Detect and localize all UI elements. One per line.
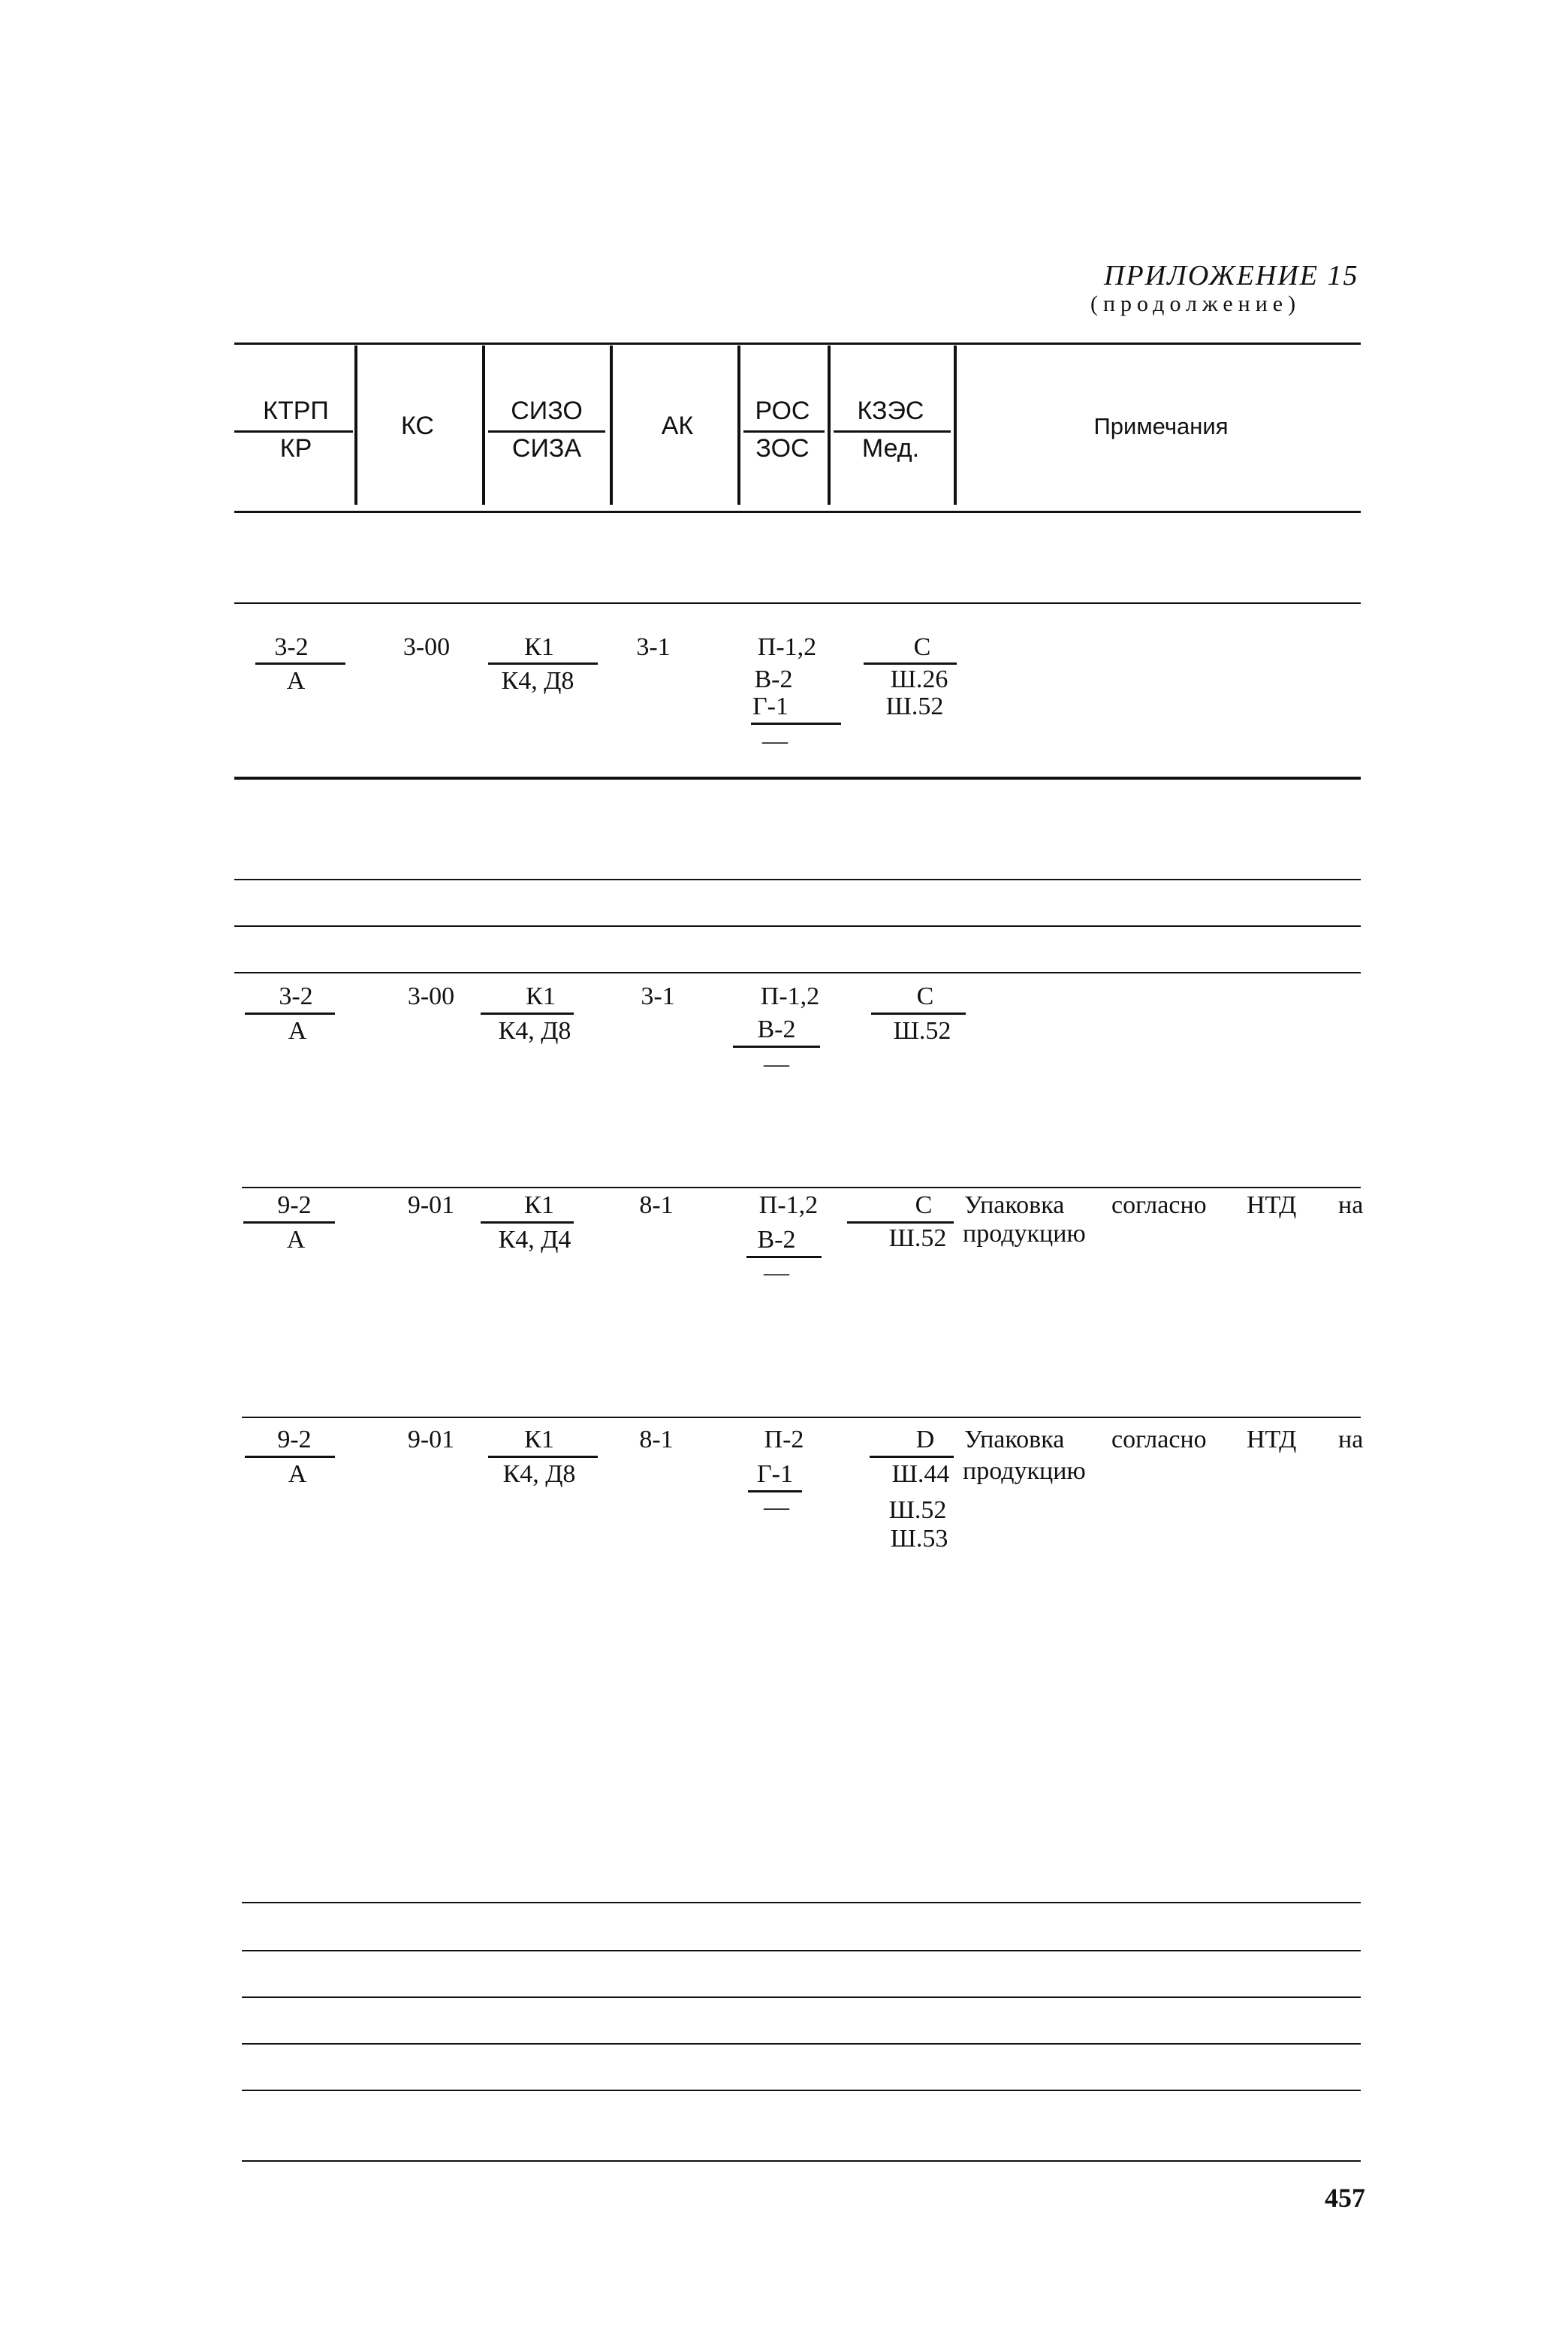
cell-ak: 8-1 — [639, 1426, 674, 1453]
cell-zos: — — [764, 1050, 789, 1078]
fraction-bar — [751, 723, 841, 725]
appendix-subtitle: (продолжение) — [1090, 291, 1301, 316]
cell-kzes: С — [913, 633, 931, 661]
cell-kzes: D — [915, 1426, 935, 1453]
fraction-bar — [847, 1221, 954, 1224]
cell-siza: К4, Д4 — [498, 1226, 571, 1254]
cell-kzes: С — [916, 982, 934, 1010]
cell-siza: К4, Д8 — [498, 1017, 571, 1045]
row-rule — [242, 1417, 1361, 1418]
cell-ktrp: 9-2 — [277, 1191, 312, 1219]
cell-med: Ш.44 — [891, 1460, 950, 1488]
cell-ros: В-2 — [757, 1226, 796, 1254]
row-rule — [242, 1187, 1361, 1188]
blank-rule — [242, 2090, 1361, 2091]
cell-zos: — — [762, 727, 788, 755]
cell-note-word: на — [1338, 1426, 1364, 1453]
fraction-bar — [245, 1013, 335, 1015]
cell-ros: В-2 — [754, 665, 793, 693]
col-header-sizo-top: СИЗО — [511, 397, 583, 425]
cell-ak: 3-1 — [641, 982, 675, 1010]
col-divider-6 — [954, 346, 957, 505]
cell-sizo: К1 — [524, 1426, 554, 1453]
cell-ros: Г-1 — [752, 693, 789, 720]
fraction-bar — [864, 662, 957, 665]
cell-note-word: на — [1338, 1191, 1364, 1219]
row-rule — [234, 777, 1361, 780]
fraction-bar — [488, 1456, 598, 1458]
page-number: 457 — [1325, 2183, 1365, 2213]
blank-rule — [242, 1902, 1361, 1903]
cell-med: Ш.52 — [885, 693, 944, 720]
fraction-bar — [243, 1221, 335, 1224]
cell-ros: П-2 — [764, 1426, 804, 1453]
cell-ks: 3-00 — [407, 982, 455, 1010]
fraction-bar — [481, 1221, 574, 1224]
appendix-title: ПРИЛОЖЕНИЕ 15 — [1104, 260, 1359, 291]
cell-ros: П-1,2 — [760, 982, 820, 1010]
cell-med: Ш.26 — [890, 665, 948, 693]
row-rule — [234, 925, 1361, 927]
table-header-bottom-rule — [234, 511, 1361, 513]
cell-med: Ш.52 — [888, 1496, 947, 1524]
row-rule — [234, 879, 1361, 880]
fraction-bar — [488, 662, 598, 665]
cell-siza: К4, Д8 — [502, 1460, 576, 1488]
cell-ros: Г-1 — [757, 1460, 793, 1488]
cell-ks: 9-01 — [407, 1191, 455, 1219]
fraction-bar — [234, 430, 353, 433]
cell-ros: П-1,2 — [758, 1191, 819, 1219]
fraction-bar — [870, 1456, 954, 1458]
fraction-bar — [871, 1013, 966, 1015]
cell-zos: — — [764, 1259, 789, 1287]
table-top-rule — [234, 343, 1361, 345]
col-header-siza-bottom: СИЗА — [511, 434, 582, 463]
cell-kr: А — [288, 1460, 307, 1488]
fraction-bar — [245, 1456, 335, 1458]
fraction-bar — [746, 1256, 822, 1258]
cell-ktrp: 3-2 — [274, 633, 309, 661]
col-header-ktrp-top: КТРП — [263, 397, 329, 425]
col-divider-4 — [737, 346, 740, 505]
col-header-notes: Примечания — [1093, 413, 1229, 439]
col-divider-3 — [610, 346, 613, 505]
cell-note-line2: продукцию — [963, 1457, 1086, 1485]
col-header-ak: АК — [661, 412, 694, 440]
cell-kr: А — [286, 1226, 306, 1254]
col-header-kr-bottom: КР — [279, 434, 312, 463]
cell-ks: 3-00 — [403, 633, 451, 661]
cell-siza: К4, Д8 — [501, 667, 574, 695]
cell-sizo: К1 — [526, 982, 556, 1010]
col-header-zos-bottom: ЗОС — [755, 434, 810, 463]
blank-rule — [242, 2043, 1361, 2045]
row-rule — [234, 972, 1361, 973]
cell-ktrp: 3-2 — [279, 982, 313, 1010]
blank-rule — [242, 2160, 1361, 2162]
cell-note-word: Упаковка — [964, 1191, 1065, 1219]
col-header-med-bottom: Мед. — [861, 434, 920, 463]
cell-kzes: С — [915, 1191, 933, 1219]
blank-rule — [242, 1996, 1361, 1998]
cell-med: Ш.52 — [888, 1224, 947, 1252]
fraction-bar — [834, 430, 951, 433]
cell-note-word: Упаковка — [964, 1426, 1065, 1453]
cell-note-line2: продукцию — [963, 1220, 1086, 1248]
cell-ktrp: 9-2 — [277, 1426, 312, 1453]
fraction-bar — [748, 1490, 802, 1492]
cell-kr: А — [288, 1017, 307, 1045]
cell-sizo: К1 — [524, 633, 554, 661]
fraction-bar — [488, 430, 605, 433]
col-divider-5 — [828, 346, 831, 505]
fraction-bar — [743, 430, 825, 433]
col-divider-1 — [354, 346, 357, 505]
cell-note-word: НТД — [1247, 1191, 1297, 1219]
cell-med: Ш.52 — [893, 1017, 951, 1045]
cell-med: Ш.53 — [890, 1525, 948, 1553]
fraction-bar — [255, 662, 345, 665]
fraction-bar — [733, 1046, 820, 1048]
cell-note-word: согласно — [1111, 1191, 1207, 1219]
cell-note-word: НТД — [1247, 1426, 1297, 1453]
cell-ak: 3-1 — [636, 633, 671, 661]
cell-note-word: согласно — [1111, 1426, 1207, 1453]
col-divider-2 — [482, 346, 485, 505]
col-header-ros-top: РОС — [755, 397, 810, 425]
fraction-bar — [481, 1013, 574, 1015]
col-header-kzes-top: КЗЭС — [857, 397, 924, 425]
cell-ak: 8-1 — [639, 1191, 674, 1219]
cell-ros: П-1,2 — [757, 633, 817, 661]
cell-zos: — — [764, 1493, 789, 1521]
col-header-ks: КС — [401, 412, 434, 440]
cell-ros: В-2 — [757, 1016, 796, 1043]
cell-sizo: К1 — [524, 1191, 554, 1219]
cell-kr: А — [286, 667, 306, 695]
blank-rule — [242, 1950, 1361, 1951]
cell-ks: 9-01 — [407, 1426, 455, 1453]
row-rule — [234, 602, 1361, 604]
